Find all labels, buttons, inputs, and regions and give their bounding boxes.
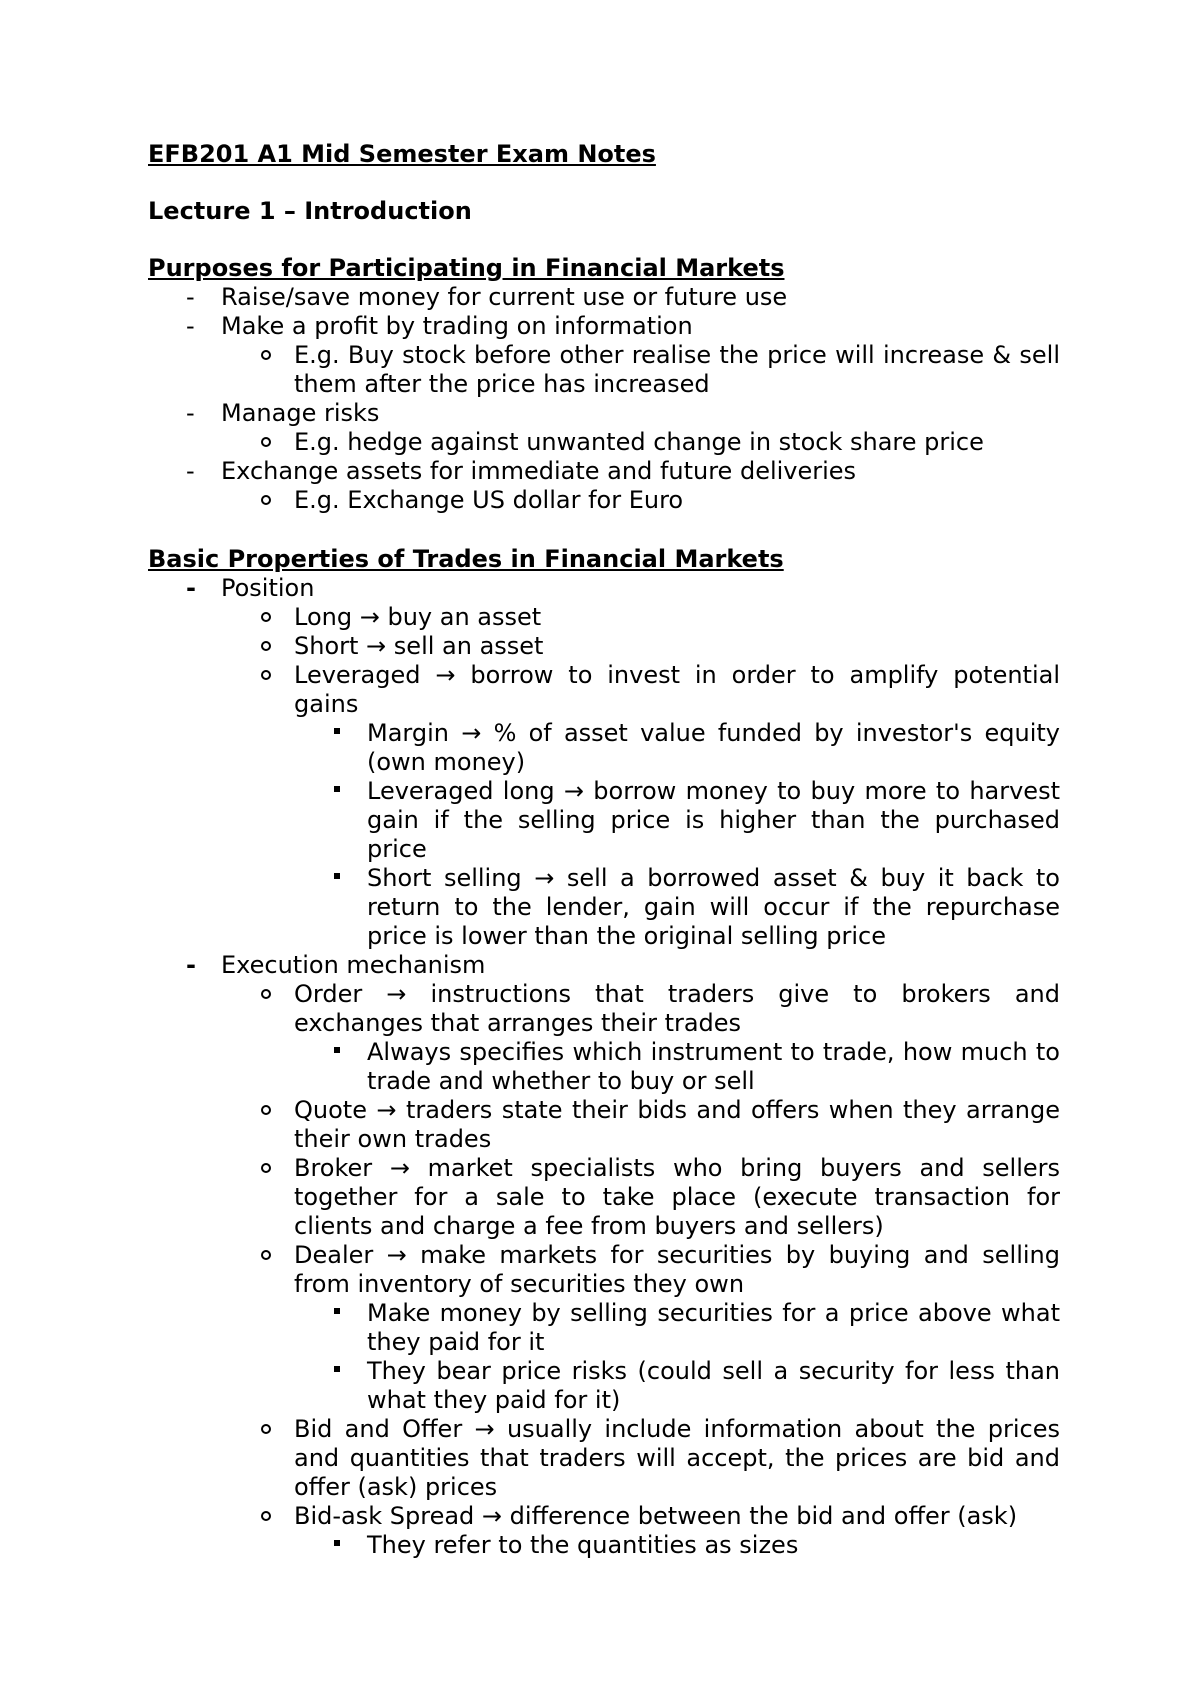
dash-bullet-icon: -: [186, 399, 195, 427]
circle-bullet-icon: [261, 1163, 271, 1173]
arrow-right-icon: →: [386, 1241, 407, 1269]
dash-bullet-icon: -: [186, 951, 196, 979]
document-title: EFB201 A1 Mid Semester Exam Notes: [148, 140, 656, 168]
list-item: - Raise/save money for current use or future use: [186, 283, 788, 311]
properties-list: [148, 574, 1060, 1560]
arrow-right-icon: →: [481, 1502, 503, 1530]
arrow-right-icon: →: [534, 864, 555, 892]
document-page: [148, 140, 1060, 1560]
list-item: Margin → % of asset value funded by investor's equity (own money): [367, 719, 1060, 777]
arrow-right-icon: →: [435, 661, 456, 689]
circle-bullet-icon: [261, 350, 271, 360]
list-item: Always specifies which instrument to trade, how much to trade and whether to buy or sell: [367, 1038, 1060, 1096]
list-item: Leveraged → borrow to invest in order to amplify potential gains Margin → % of asset value funded by investor's equity (own money) Leveraged long → borrow money to buy more to harvest gain if the selling price is higher than the purchased price Short selling → sell a borrowed asset & buy it back to return to the lender, gain will occur if the repurchase price is lower than the original selling price: [294, 661, 1060, 951]
square-bullet-icon: [334, 1047, 340, 1053]
list-item: Long → buy an asset: [294, 603, 1060, 632]
arrow-right-icon: →: [359, 603, 380, 631]
square-bullet-icon: [334, 1366, 340, 1372]
arrow-right-icon: →: [474, 1415, 495, 1443]
lecture-heading: Lecture 1 – Introduction: [148, 197, 472, 225]
dash-bullet-icon: -: [186, 312, 195, 340]
list-item: They bear price risks (could sell a security for less than what they paid for it): [367, 1357, 1060, 1415]
section-heading-purposes: Purposes for Participating in Financial Markets: [148, 254, 785, 282]
circle-bullet-icon: [261, 612, 271, 622]
list-item: - Make a profit by trading on information E.g. Buy stock before other realise the price will increase & sell them after the price has increased: [186, 312, 1060, 398]
list-item: Order → instructions that traders give to brokers and exchanges that arranges their trades Always specifies which instrument to trade, how much to trade and whether to buy or sell: [294, 980, 1060, 1096]
circle-bullet-icon: [261, 1511, 271, 1521]
dash-bullet-icon: -: [186, 574, 196, 602]
list-item-execution: - Execution mechanism Order → instructions that traders give to brokers and exchanges that arranges their trades Always specifies which instrument to trade, how much to trade and whether to buy or sell Quote → traders state their bids and offers when they arrange their own trades Broker → market specialists who bring buyers and sellers together for a sale to take place (execute transaction for clients and charge a fee from buyers and sellers) Dealer → make markets for securities by buying and selling from inventory of securities they own Make money by selling securities for a price above what they paid for it They bear price risks (could sell a security for less than what they paid for it) Bid and Offer → usually include information about the prices and quantities that traders will accept, the prices are bid and offer (ask) prices Bid-ask Spread → difference between the bid and offer (ask) They refer to the quantities as sizes: [186, 951, 1060, 1559]
circle-bullet-icon: [261, 1424, 271, 1434]
list-item: - Exchange assets for immediate and future deliveries E.g. Exchange US dollar for Euro: [148, 457, 1060, 515]
dash-bullet-icon: -: [186, 283, 195, 311]
arrow-right-icon: →: [563, 777, 584, 805]
list-item: E.g. hedge against unwanted change in stock share price: [294, 428, 1060, 457]
arrow-right-icon: →: [366, 632, 387, 660]
arrow-right-icon: →: [376, 1096, 397, 1124]
list-item: Quote → traders state their bids and offers when they arrange their own trades: [294, 1096, 1060, 1154]
circle-bullet-icon: [261, 1105, 271, 1115]
square-bullet-icon: [334, 786, 340, 792]
list-item: Broker → market specialists who bring buyers and sellers together for a sale to take place (execute transaction for clients and charge a fee from buyers and sellers): [294, 1154, 1060, 1241]
list-item: Bid-ask Spread → difference between the bid and offer (ask) They refer to the quantities as sizes: [294, 1502, 1060, 1560]
square-bullet-icon: [334, 728, 340, 734]
list-item: - Manage risks E.g. hedge against unwanted change in stock share price: [148, 399, 1060, 457]
dash-bullet-icon: -: [186, 457, 195, 485]
square-bullet-icon: [334, 1540, 340, 1546]
list-item: They refer to the quantities as sizes: [367, 1531, 1060, 1560]
list-item: Bid and Offer → usually include information about the prices and quantities that traders will accept, the prices are bid and offer (ask) prices: [294, 1415, 1060, 1502]
circle-bullet-icon: [261, 641, 271, 651]
list-item: E.g. Exchange US dollar for Euro: [294, 486, 1060, 515]
list-item: Make money by selling securities for a price above what they paid for it: [367, 1299, 1060, 1357]
list-item: Dealer → make markets for securities by buying and selling from inventory of securities they own Make money by selling securities for a price above what they paid for it They bear price risks (could sell a security for less than what they paid for it): [294, 1241, 1060, 1415]
list-item-position: - Position Long → buy an asset Short → sell an asset Leveraged → borrow to invest in order to amplify potential gains Margin → % of asset value funded by investor's equity (own money) Leveraged long → borrow money to buy more to harvest gain if the selling price is higher than the purchased price Short selling → sell a borrowed asset & buy it back to return to the lender, gain will occur if the repurchase price is lower than the original selling price: [186, 574, 1061, 950]
arrow-right-icon: →: [461, 719, 482, 747]
arrow-right-icon: →: [389, 1154, 410, 1182]
circle-bullet-icon: [261, 989, 271, 999]
circle-bullet-icon: [261, 1250, 271, 1260]
circle-bullet-icon: [261, 495, 271, 505]
list-item: E.g. Buy stock before other realise the price will increase & sell them after the price has increased: [294, 341, 1060, 399]
circle-bullet-icon: [261, 670, 271, 680]
list-item: Short → sell an asset: [294, 632, 1060, 661]
section-heading-basic-properties: Basic Properties of Trades in Financial Markets: [148, 545, 784, 573]
arrow-right-icon: →: [386, 980, 407, 1008]
list-item: Leveraged long → borrow money to buy more to harvest gain if the selling price is higher than the purchased price: [367, 777, 1060, 864]
purposes-list: [148, 283, 1060, 515]
circle-bullet-icon: [261, 437, 271, 447]
square-bullet-icon: [334, 873, 340, 879]
square-bullet-icon: [334, 1308, 340, 1314]
list-item: Short selling → sell a borrowed asset & buy it back to return to the lender, gain will occur if the repurchase price is lower than the original selling price: [367, 864, 1060, 951]
